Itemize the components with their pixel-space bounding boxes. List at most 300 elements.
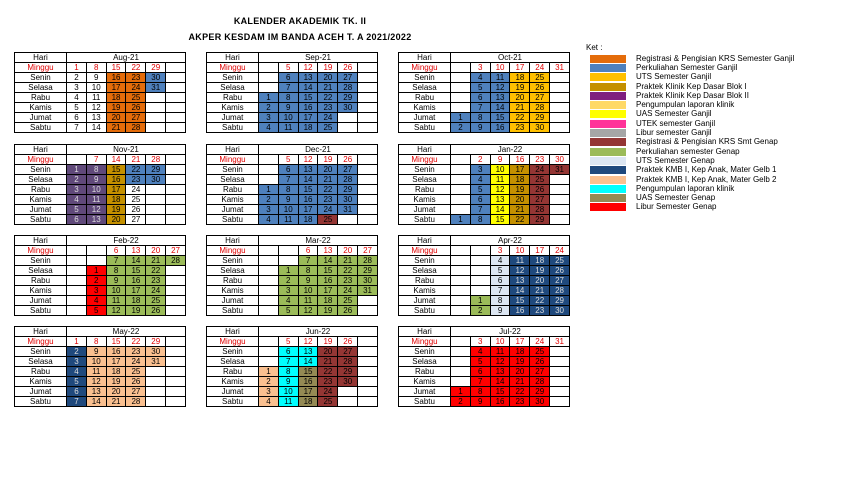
date-cell: 29 [530, 387, 550, 397]
date-cell: 11 [490, 175, 510, 185]
hari-header: Hari [15, 145, 67, 155]
month-title: Jan-22 [451, 145, 570, 155]
day-name: Kamis [399, 195, 451, 205]
date-cell: 3 [259, 113, 279, 123]
day-name: Senin [207, 256, 259, 266]
date-cell: 19 [510, 83, 530, 93]
day-name: Sabtu [399, 215, 451, 225]
date-cell: 26 [550, 266, 570, 276]
date-cell: 26 [338, 337, 358, 347]
date-cell [166, 306, 186, 316]
date-cell [470, 246, 490, 256]
date-cell: 3 [470, 165, 490, 175]
date-cell: 26 [530, 357, 550, 367]
hari-header: Hari [399, 53, 451, 63]
date-cell: 14 [298, 175, 318, 185]
date-cell [146, 123, 166, 133]
date-cell: 30 [550, 306, 570, 316]
day-name: Minggu [207, 63, 259, 73]
date-cell [259, 337, 279, 347]
date-cell: 23 [126, 347, 146, 357]
day-name: Sabtu [15, 215, 67, 225]
date-cell [358, 195, 378, 205]
date-cell [358, 205, 378, 215]
date-cell: 29 [338, 367, 358, 377]
date-cell: 18 [510, 347, 530, 357]
date-cell: 29 [338, 185, 358, 195]
month-title: Sep-21 [259, 53, 378, 63]
date-cell: 23 [126, 73, 146, 83]
legend-item [586, 128, 794, 137]
day-name: Selasa [399, 175, 451, 185]
day-name: Minggu [399, 155, 451, 165]
date-cell: 19 [318, 337, 338, 347]
date-cell: 25 [338, 296, 358, 306]
date-cell [358, 103, 378, 113]
day-name: Rabu [15, 276, 67, 286]
date-cell: 23 [318, 103, 338, 113]
date-cell [451, 306, 471, 316]
date-cell [259, 175, 279, 185]
page-title: KALENDER AKADEMIK TK. II [233, 16, 367, 26]
date-cell: 5 [470, 185, 490, 195]
date-cell [550, 185, 570, 195]
date-cell: 14 [298, 83, 318, 93]
date-cell: 10 [278, 205, 298, 215]
date-cell: 8 [278, 367, 298, 377]
date-cell: 15 [318, 266, 338, 276]
legend-item [586, 184, 794, 193]
date-cell [451, 73, 471, 83]
date-cell: 21 [318, 83, 338, 93]
date-cell: 25 [126, 195, 146, 205]
date-cell: 12 [298, 306, 318, 316]
date-cell: 6 [470, 195, 490, 205]
date-cell: 24 [318, 205, 338, 215]
legend-title: Ket : [586, 43, 603, 52]
date-cell: 27 [530, 367, 550, 377]
legend-item [586, 63, 794, 72]
date-cell: 6 [67, 113, 87, 123]
legend-item [586, 91, 794, 100]
date-cell: 19 [106, 103, 126, 113]
date-cell: 15 [106, 63, 126, 73]
date-cell [166, 215, 186, 225]
date-cell: 22 [510, 215, 530, 225]
day-name: Rabu [207, 276, 259, 286]
date-cell: 31 [146, 357, 166, 367]
date-cell: 9 [470, 123, 490, 133]
date-cell: 14 [318, 256, 338, 266]
date-cell: 23 [126, 175, 146, 185]
date-cell: 4 [67, 195, 87, 205]
legend-label: Libur semester Ganjil [636, 128, 712, 138]
day-name: Kamis [15, 377, 67, 387]
hari-header: Hari [207, 53, 259, 63]
day-name: Rabu [207, 93, 259, 103]
date-cell [146, 397, 166, 407]
date-cell [451, 103, 471, 113]
date-cell: 26 [530, 185, 550, 195]
day-name: Selasa [399, 83, 451, 93]
date-cell: 27 [338, 73, 358, 83]
date-cell: 28 [338, 83, 358, 93]
date-cell [259, 83, 279, 93]
date-cell: 5 [67, 103, 87, 113]
hari-header: Hari [207, 145, 259, 155]
date-cell: 10 [278, 113, 298, 123]
date-cell: 23 [318, 195, 338, 205]
date-cell: 8 [470, 387, 490, 397]
date-cell: 24 [126, 357, 146, 367]
date-cell: 3 [67, 83, 87, 93]
date-cell: 3 [490, 246, 510, 256]
day-name: Senin [15, 73, 67, 83]
date-cell: 8 [86, 63, 106, 73]
date-cell: 16 [510, 306, 530, 316]
date-cell: 22 [126, 165, 146, 175]
date-cell: 5 [278, 63, 298, 73]
date-cell: 16 [318, 276, 338, 286]
day-name: Senin [15, 347, 67, 357]
date-cell [358, 83, 378, 93]
date-cell: 28 [530, 205, 550, 215]
month-dec-21 [206, 144, 378, 225]
date-cell: 22 [530, 296, 550, 306]
date-cell: 6 [67, 215, 87, 225]
month-jul-22 [398, 326, 570, 407]
date-cell: 1 [67, 337, 87, 347]
date-cell: 2 [259, 195, 279, 205]
date-cell: 19 [318, 306, 338, 316]
date-cell [451, 337, 471, 347]
date-cell: 8 [278, 185, 298, 195]
month-nov-21 [14, 144, 186, 225]
legend-item [586, 138, 794, 147]
date-cell: 6 [67, 387, 87, 397]
date-cell: 26 [338, 306, 358, 316]
date-cell: 9 [298, 276, 318, 286]
date-cell [550, 175, 570, 185]
date-cell: 4 [86, 296, 106, 306]
date-cell: 7 [86, 155, 106, 165]
date-cell: 4 [470, 73, 490, 83]
day-name: Minggu [399, 63, 451, 73]
date-cell: 24 [550, 246, 570, 256]
date-cell: 12 [510, 266, 530, 276]
day-name: Kamis [15, 103, 67, 113]
legend-list [586, 54, 794, 212]
hari-header: Hari [15, 236, 67, 246]
date-cell [358, 347, 378, 357]
date-cell: 16 [106, 175, 126, 185]
date-cell: 8 [278, 93, 298, 103]
date-cell: 31 [358, 286, 378, 296]
date-cell: 10 [490, 165, 510, 175]
day-name: Selasa [399, 266, 451, 276]
date-cell: 29 [550, 296, 570, 306]
date-cell: 1 [259, 367, 279, 377]
day-name: Rabu [399, 367, 451, 377]
date-cell: 28 [146, 155, 166, 165]
day-name: Selasa [15, 175, 67, 185]
date-cell: 16 [510, 155, 530, 165]
date-cell: 15 [490, 215, 510, 225]
date-cell: 13 [86, 113, 106, 123]
date-cell [166, 195, 186, 205]
day-name: Jumat [15, 205, 67, 215]
month-title: Jun-22 [259, 327, 378, 337]
date-cell: 10 [510, 246, 530, 256]
date-cell: 20 [318, 73, 338, 83]
date-cell: 23 [510, 123, 530, 133]
date-cell: 11 [278, 397, 298, 407]
day-name: Selasa [399, 357, 451, 367]
date-cell: 2 [86, 276, 106, 286]
date-cell: 27 [338, 165, 358, 175]
date-cell [358, 93, 378, 103]
date-cell [451, 246, 471, 256]
date-cell [470, 256, 490, 266]
date-cell [550, 73, 570, 83]
date-cell: 13 [126, 246, 146, 256]
date-cell: 26 [126, 205, 146, 215]
date-cell: 22 [126, 337, 146, 347]
date-cell [358, 367, 378, 377]
legend-label: Perkuliahan semester Genap [636, 146, 740, 156]
date-cell: 28 [338, 175, 358, 185]
hari-header: Hari [15, 53, 67, 63]
date-cell: 11 [86, 93, 106, 103]
date-cell: 24 [318, 387, 338, 397]
day-name: Senin [399, 165, 451, 175]
date-cell: 18 [298, 215, 318, 225]
day-name: Kamis [15, 195, 67, 205]
day-name: Senin [207, 73, 259, 83]
day-name: Rabu [399, 185, 451, 195]
hari-header: Hari [207, 327, 259, 337]
date-cell: 30 [530, 123, 550, 133]
month-apr-22 [398, 235, 570, 316]
date-cell: 21 [510, 205, 530, 215]
date-cell [338, 215, 358, 225]
day-name: Jumat [207, 296, 259, 306]
date-cell: 30 [146, 347, 166, 357]
date-cell: 29 [530, 215, 550, 225]
date-cell: 17 [106, 185, 126, 195]
date-cell [67, 276, 87, 286]
day-name: Senin [15, 256, 67, 266]
date-cell: 26 [338, 155, 358, 165]
day-name: Kamis [207, 286, 259, 296]
date-cell [550, 215, 570, 225]
date-cell: 18 [510, 73, 530, 83]
date-cell: 1 [470, 296, 490, 306]
date-cell [358, 357, 378, 367]
date-cell: 15 [510, 296, 530, 306]
date-cell: 30 [146, 73, 166, 83]
date-cell: 25 [126, 93, 146, 103]
date-cell [451, 296, 471, 306]
date-cell [67, 306, 87, 316]
date-cell: 13 [510, 276, 530, 286]
day-name: Sabtu [399, 306, 451, 316]
date-cell [550, 397, 570, 407]
date-cell: 15 [106, 337, 126, 347]
date-cell: 14 [106, 155, 126, 165]
month-jan-22 [398, 144, 570, 225]
date-cell: 17 [298, 387, 318, 397]
date-cell [470, 266, 490, 276]
date-cell: 31 [338, 205, 358, 215]
date-cell: 29 [530, 113, 550, 123]
date-cell [166, 155, 186, 165]
date-cell: 9 [490, 155, 510, 165]
date-cell: 2 [451, 123, 471, 133]
day-name: Minggu [207, 246, 259, 256]
day-name: Senin [399, 73, 451, 83]
date-cell: 10 [106, 286, 126, 296]
date-cell: 1 [259, 93, 279, 103]
date-cell: 3 [259, 205, 279, 215]
date-cell: 13 [318, 246, 338, 256]
date-cell: 26 [530, 83, 550, 93]
day-name: Rabu [15, 93, 67, 103]
date-cell: 22 [126, 63, 146, 73]
day-name: Jumat [15, 387, 67, 397]
date-cell: 9 [86, 175, 106, 185]
date-cell: 20 [106, 113, 126, 123]
date-cell: 25 [318, 397, 338, 407]
month-mar-22 [206, 235, 378, 316]
date-cell [358, 306, 378, 316]
date-cell [166, 205, 186, 215]
date-cell: 12 [86, 205, 106, 215]
legend-label: Praktek KMB I, Kep Anak, Mater Gelb 1 [636, 165, 777, 175]
date-cell [67, 286, 87, 296]
day-name: Sabtu [207, 306, 259, 316]
day-name: Minggu [15, 337, 67, 347]
date-cell: 12 [298, 63, 318, 73]
date-cell: 15 [298, 93, 318, 103]
day-name: Rabu [207, 185, 259, 195]
date-cell: 20 [510, 93, 530, 103]
date-cell: 14 [126, 256, 146, 266]
date-cell [338, 387, 358, 397]
month-title: Apr-22 [451, 236, 570, 246]
legend-item [586, 175, 794, 184]
date-cell: 15 [106, 165, 126, 175]
date-cell [550, 387, 570, 397]
date-cell: 27 [126, 113, 146, 123]
day-name: Selasa [207, 357, 259, 367]
date-cell [166, 73, 186, 83]
date-cell [358, 73, 378, 83]
date-cell: 15 [490, 387, 510, 397]
date-cell: 8 [490, 296, 510, 306]
day-name: Sabtu [15, 306, 67, 316]
legend-label: Registrasi & Pengisian KRS Smt Genap [636, 137, 778, 147]
date-cell: 19 [318, 155, 338, 165]
date-cell [451, 286, 471, 296]
date-cell: 3 [86, 286, 106, 296]
date-cell [358, 185, 378, 195]
date-cell: 16 [298, 377, 318, 387]
month-oct-21 [398, 52, 570, 133]
day-name: Sabtu [399, 123, 451, 133]
date-cell: 27 [166, 246, 186, 256]
date-cell: 6 [278, 73, 298, 83]
date-cell: 19 [106, 205, 126, 215]
date-cell: 24 [530, 337, 550, 347]
date-cell: 17 [318, 286, 338, 296]
date-cell: 22 [318, 93, 338, 103]
date-cell: 22 [510, 113, 530, 123]
date-cell: 19 [126, 306, 146, 316]
date-cell: 27 [126, 215, 146, 225]
month-title: Dec-21 [259, 145, 378, 155]
day-name: Rabu [15, 367, 67, 377]
day-name: Sabtu [15, 123, 67, 133]
legend-item [586, 119, 794, 128]
month-aug-21 [14, 52, 186, 133]
date-cell: 8 [86, 337, 106, 347]
legend-item [586, 193, 794, 202]
date-cell [358, 165, 378, 175]
date-cell: 17 [106, 83, 126, 93]
date-cell [358, 387, 378, 397]
date-cell: 16 [126, 276, 146, 286]
date-cell: 1 [451, 113, 471, 123]
date-cell: 14 [490, 377, 510, 387]
date-cell: 1 [67, 63, 87, 73]
date-cell: 30 [338, 377, 358, 387]
date-cell: 28 [530, 103, 550, 113]
date-cell [259, 63, 279, 73]
legend-label: Pengumpulan laporan klinik [636, 183, 735, 193]
date-cell: 24 [530, 165, 550, 175]
date-cell [451, 205, 471, 215]
date-cell: 26 [338, 63, 358, 73]
date-cell [166, 286, 186, 296]
date-cell: 14 [510, 286, 530, 296]
month-title: Aug-21 [67, 53, 186, 63]
legend-label: UAS Semester Genap [636, 193, 716, 203]
date-cell: 2 [67, 175, 87, 185]
date-cell: 6 [470, 367, 490, 377]
date-cell [451, 347, 471, 357]
date-cell [166, 123, 186, 133]
date-cell [259, 296, 279, 306]
date-cell: 24 [338, 286, 358, 296]
day-name: Senin [15, 165, 67, 175]
date-cell [451, 367, 471, 377]
legend-swatch [590, 129, 626, 137]
date-cell [166, 367, 186, 377]
date-cell: 21 [146, 256, 166, 266]
day-name: Selasa [207, 266, 259, 276]
date-cell [166, 347, 186, 357]
date-cell [550, 83, 570, 93]
legend-item [586, 100, 794, 109]
date-cell: 1 [451, 215, 471, 225]
date-cell: 27 [126, 387, 146, 397]
date-cell [358, 63, 378, 73]
date-cell [550, 113, 570, 123]
legend-label: Praktek Klinik Kep Dasar Blok I [636, 81, 747, 91]
date-cell [550, 93, 570, 103]
legend-label: Pengumpulan laporan klinik [636, 100, 735, 110]
